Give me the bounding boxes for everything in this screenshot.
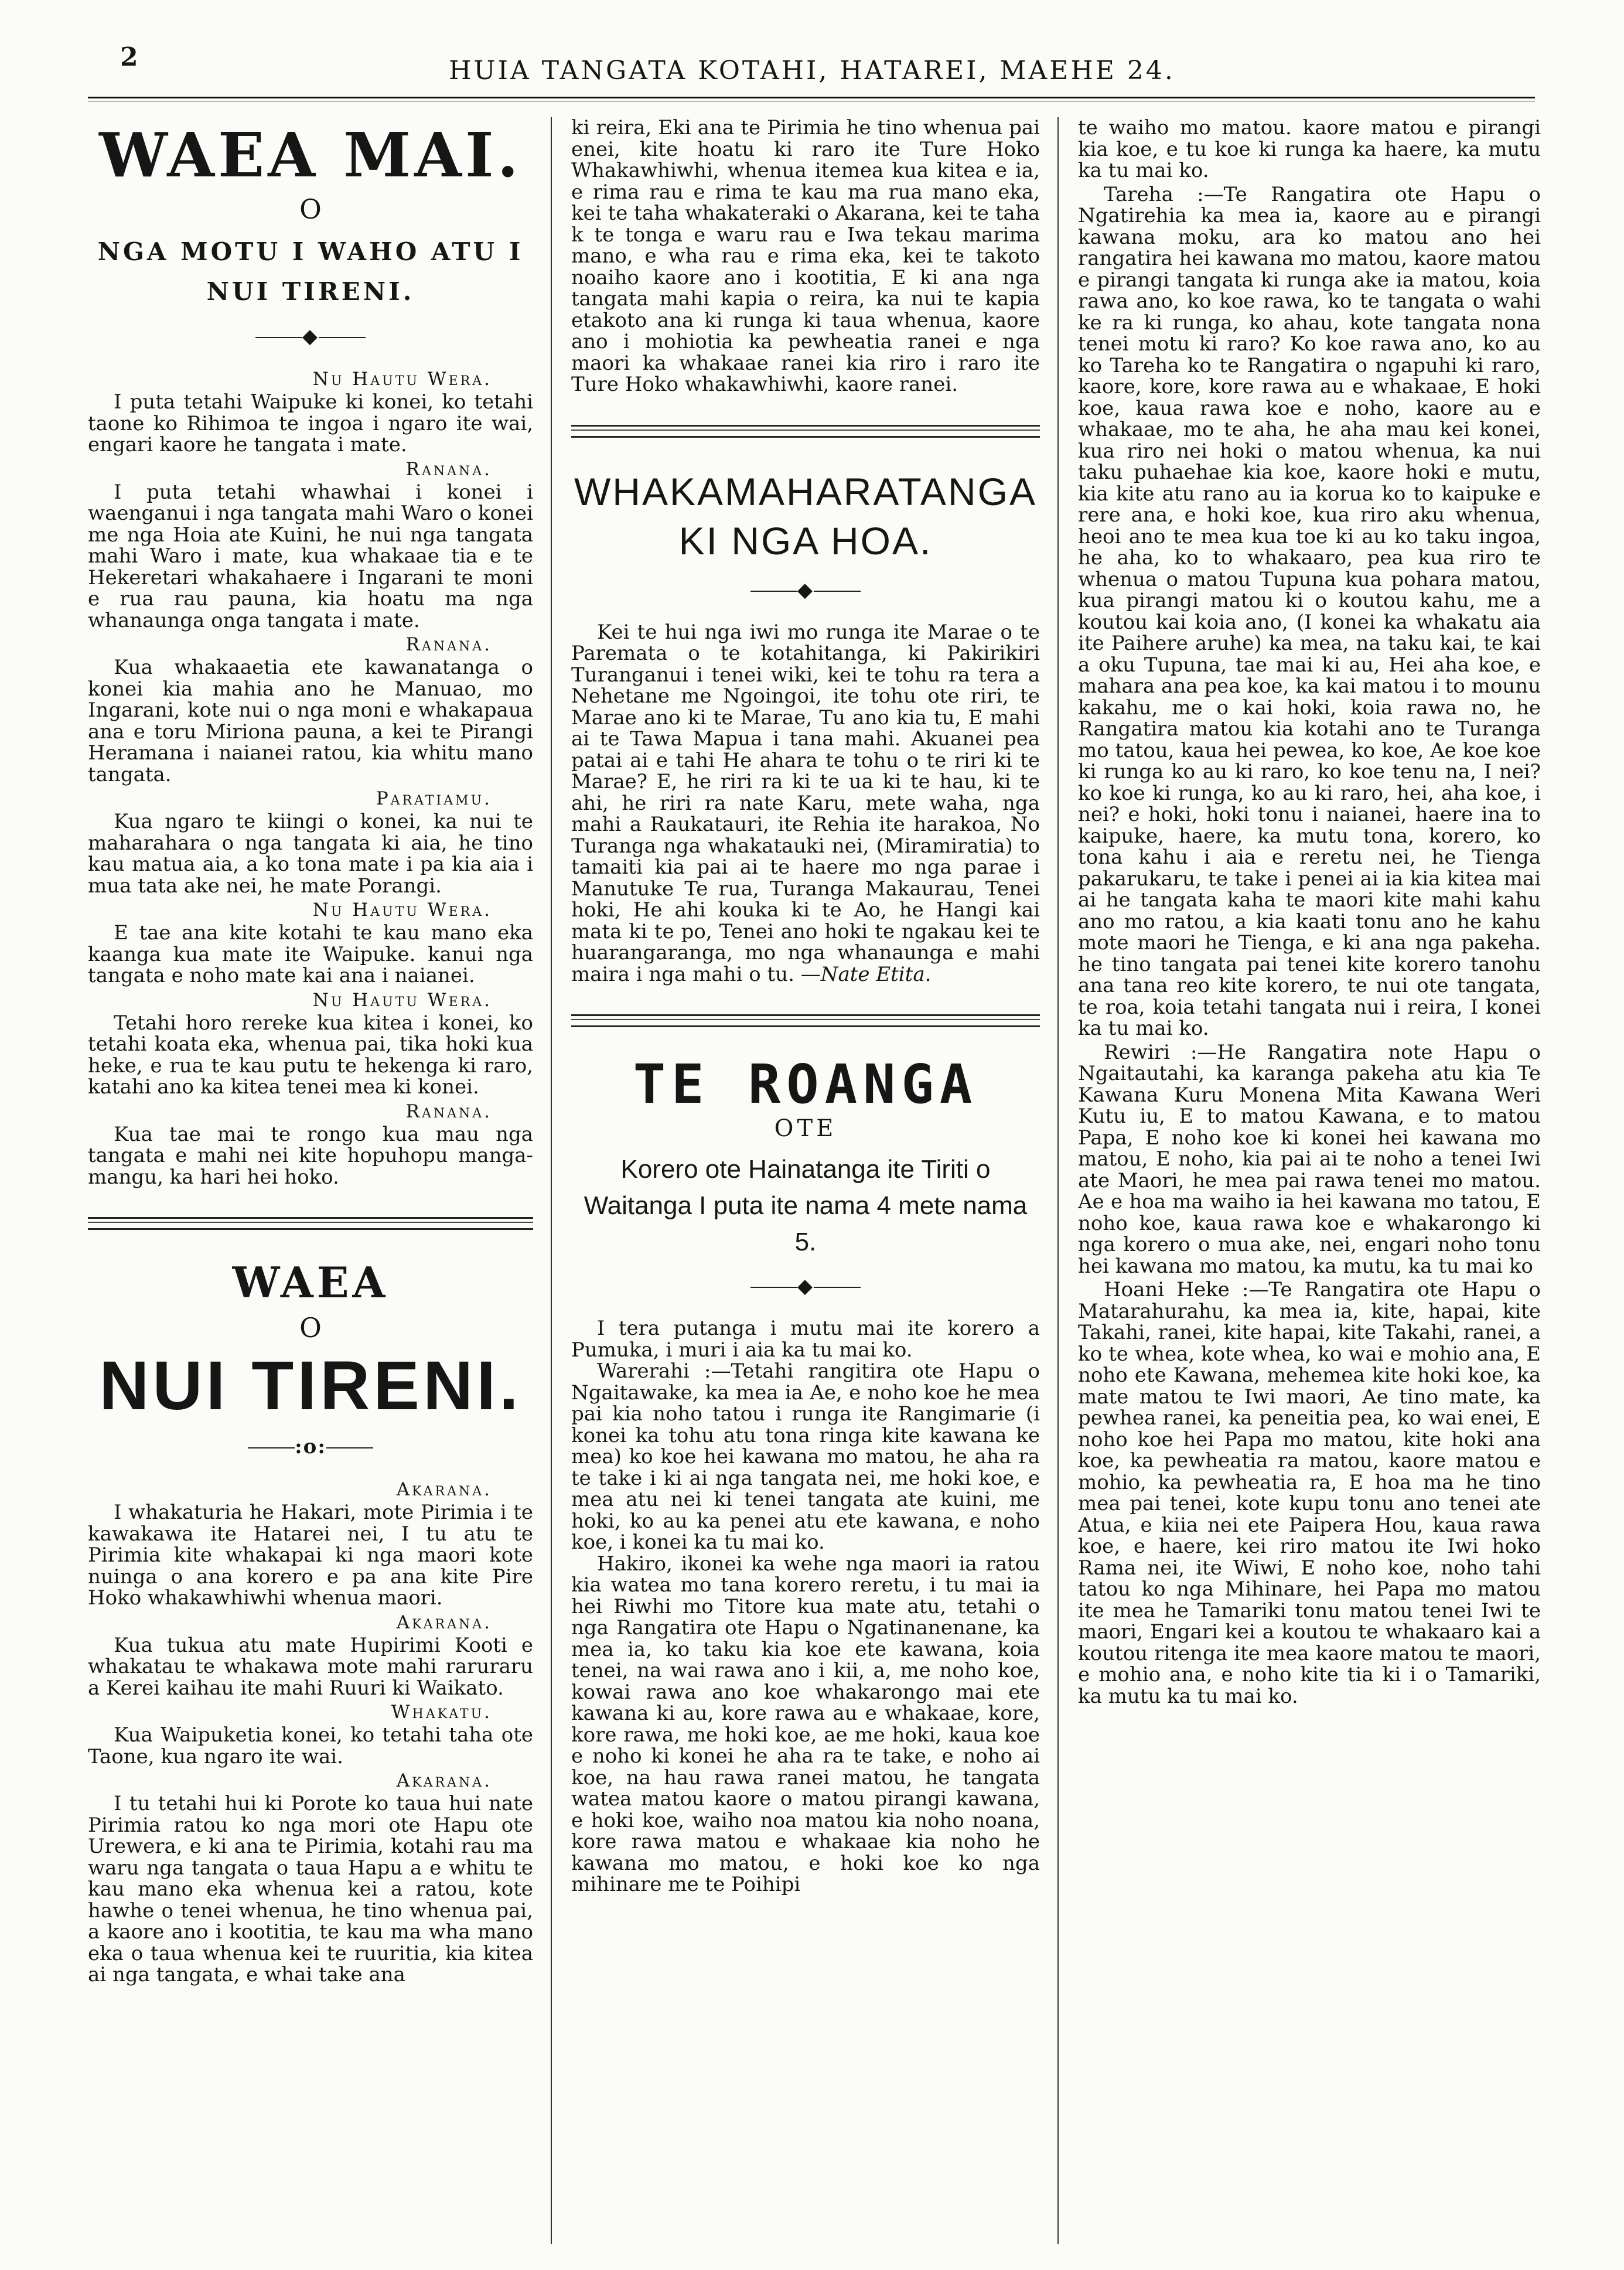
notice-text bbox=[571, 622, 1040, 986]
headline-o: O bbox=[299, 193, 322, 225]
column-rule bbox=[551, 117, 552, 2244]
news-items bbox=[88, 368, 533, 1188]
headline-te-roanga: TE ROANGA bbox=[633, 1053, 978, 1116]
news-paragraph: I whakaturia he Hakari, mote Pirimia i te kawakawa ite Hatarei nei, I tu atu te Pirimia kite whakapai ki nga maori kote nuinga o ana korero e pa ana kite Pire Hoko whakawhiwhi whenua maori. bbox=[88, 1501, 533, 1610]
ornament-divider: ◆ bbox=[88, 325, 533, 348]
column-3 bbox=[1078, 117, 1541, 2250]
dateline: Nu Hautu Wera. bbox=[312, 989, 492, 1011]
ornament-divider: ◆ bbox=[571, 578, 1040, 602]
subheadline: NGA MOTU I WAHO ATU I NUI TIRENI. bbox=[97, 237, 524, 306]
dateline: Akarana. bbox=[396, 1611, 492, 1633]
notice-body: Kei te hui nga iwi mo runga ite Marae o te Paremata o te kotahitanga, ki Pakirikiri Turanganui i tenei wiki, kei te tohu ra tera a Nehetane me Ngoingoi, ite tohu ote riri, te Marae ano ki te Marae, Tu ano kia tu, E mahi ai te Tawa Mapua i tana mahi. Akuanei pea patai ai e tahi He ahara te tohu o te riri ki te Marae? E, he riri ra ki te ua ki te hau, ki te ahi, he riri ra nate Karu, mete waha, nga mahi a Raukatauri, ite Rehia ite harakoa, No Turanga nga whakatauki nei, (Miramiratia) to tamaiti kia pai ai te haere mo nga parae i Manutuke Te rua, Turanga Makaurau, Tenei hoki, He ahi kouka ki te Ao, he Hangi kai mata ki te po, Tenei ano hoki te ngakau kei te huarangaranga, mo nga whanaunga e mahi maira i nga mahi o tu. bbox=[571, 620, 1040, 986]
dateline: Ranana. bbox=[405, 1100, 492, 1122]
dateline: Whakatu. bbox=[391, 1702, 492, 1723]
header-rule bbox=[88, 97, 1535, 98]
news-paragraph: Kua whakaaetia ete kawanatanga o konei kia mahia ano he Manuao, mo Ingarani, kote nui o nga moni e whakapaua ana e toru Miriona pauna, a kei te Pirangi Heramana i naianei ratou, kia whitu mano tangata. bbox=[88, 656, 533, 786]
speech-paragraph: Hoani Heke :—Te Rangatira ote Hapu o Matarahurahu, ka mea ia, kite, hapai, kite Takahi, ranei, kite hapai, kite Takahi, ranei, a ko te whea, kote whea, ko wai e mohio ana, E noho ete Kawana, mehemea kite hoki koe, ka mate matou te Iwi maori, Ae tino mate, ka pewhea ranei, ka peneitia pea, ko wai enei, E noho koe hei Papa mo matou, kite hoki ana koe, ka pewheatia ra matou, kaore matou e mohio, ka pewheatia ra, E hoa ma he tino mea pai tenei, kote kupu tonu ano tenei ate Atua, e kiia nei ete Paipera Hou, kaua rawa koe, e haere, kei riro matou ite Iwi hoko Rama nei, ite Wiwi, E noho koe, noho tahi tatou ko nga Mihinare, hei Papa mo matou ite mea he Tamariki tonu matou tenei Iwi te maori, Engari kei a koutou te whakaaro kai a koutou ritenga ite mea kaore matou te maori, e mohio ana, e noho kite tia ki i o Tamariki, ka mutu ka tu mai ko. bbox=[1078, 1278, 1541, 1708]
headline-nui-tireni: NUI TIRENI. bbox=[99, 1347, 522, 1424]
news-items bbox=[88, 1478, 533, 1986]
news-paragraph: Kua ngaro te kiingi o konei, ka nui te maharahara o nga tangata ki aia, he tino kau matua aia, a ko tona mate i pa kia aia i mua tata ake nei, he mate Porangi. bbox=[88, 810, 533, 898]
headline-ote: OTE bbox=[774, 1115, 837, 1142]
news-paragraph: Kua Waipuketia konei, ko tetahi taha ote Taone, kua ngaro ite wai. bbox=[88, 1723, 533, 1768]
headline-o: O bbox=[299, 1312, 322, 1344]
running-head: HUIA TANGATA KOTAHI, HATAREI, MAEHE 24. bbox=[449, 56, 1175, 86]
section-divider bbox=[88, 1217, 533, 1230]
speech-paragraph: te waiho mo matou. kaore matou e pirangi kia koe, e tu koe ki runga ka haere, ka mutu ka tu mai ko. bbox=[1078, 117, 1541, 182]
continued-article: ki reira, Eki ana te Pirimia he tino whenua pai enei, kite hoatu ki raro ite Ture Hoko Whakawhiwhi, whenua itemea kua kitea e ia, e rima rau e rima te kau ma rua mano eka, kei te taha whakateraki o Akarana, kei te taha k te tonga e waru rau e Iwa tekau marima mano, e wha rau e rima eka, kei te takoto noaiho kaore ano i kootitia, E ki ana nga tangata mahi kapia o reira, ka nui te kapia etakoto ana ki runga ki taua whenua, kaore ano i mohiotia ka pewheatia ranei e nga maori ka whakaae ranei kia riro i raro ite Ture Hoko whakawhiwhi, kaore ranei. bbox=[571, 117, 1040, 396]
dateline: Nu Hautu Wera. bbox=[312, 369, 492, 390]
roanga-intro: I tera putanga i mutu mai ite korero a Pumuka, i muri i aia ka tu mai ko. bbox=[571, 1317, 1040, 1362]
news-paragraph: Kua tukua atu mate Hupirimi Kooti e whakatau te whakawa mote mahi raruraru a Kerei kaihau ite mahi Ruuri ki Waikato. bbox=[88, 1633, 533, 1700]
section-divider bbox=[571, 1014, 1040, 1027]
column-rule bbox=[1057, 117, 1059, 2244]
speech-paragraph: Hakiro, ikonei ka wehe nga maori ia ratou kia watea mo tana korero reretu, i tu mai ia hei Riwhi mo Titore kua mate atu, tetahi o nga Rangatira ote Hapu o Ngatinanenane, ka mea ia, ko taku kia koe ete kawana, koia tenei, na wai rawa ano i kii, a, me noho koe, kowai rawa ano koe whakarongo mai ete kawana ki au, kore rawa au e whakaae, kore, kore rawa, me hoki koe, ae me hoki, kaua koe e noho ki konei he aha ra te take, e noho ai koe, na hau rawa ranei matou, he tangata watea matou kaore o matou pirangi kawana, e hoki koe, waiho noa matou kia noho noana, kore rawa matou e whakaae kia noho he kawana mo matou, e hoki koe ko nga mihinare me te Poihipi bbox=[571, 1552, 1040, 1896]
speech-paragraphs bbox=[1078, 117, 1541, 1707]
dateline: Ranana. bbox=[405, 458, 492, 480]
speech-paragraph: Warerahi :—Tetahi rangitira ote Hapu o Ngaitawake, ka mea ia Ae, e noho koe he mea pai kia noho tatou i runga ite Rangimarie (i konei ka tohu atu tona ringa kite kawana ke mea) ko koe hei kawana mo matou, he aha ra te take i ki ai nga tangata nei, me hoki koe, e mea atu nei ki tenei tangata ate kuini, me hoki, ko au ka penei atu ete kawana, e noho koe, i konei ka tu mai ko. bbox=[571, 1359, 1040, 1554]
page-number: 2 bbox=[120, 42, 138, 72]
dateline: Ranana. bbox=[405, 634, 492, 655]
news-paragraph: Tetahi horo rereke kua kitea i konei, ko tetahi koata eka, whenua pai, tika hoki kua heke, e rua te kau putu te hekenga ki raro, katahi ano ka kitea tenei mea ki konei. bbox=[88, 1011, 533, 1099]
news-paragraph: I puta tetahi whawhai i konei i waenganui i nga tangata mahi Waro o konei me nga Hoia ate Kuini, he nui nga tangata mahi Waro i mate, kua whakaae tia e te Hekeretari whakahaere i Ingarani te moni e rua rau pauna, kia hoatu ma nga whanaunga onga tangata i mate. bbox=[88, 480, 533, 632]
dateline: Akarana. bbox=[396, 1770, 492, 1791]
ornament-divider: ◆ bbox=[571, 1274, 1040, 1298]
page-header bbox=[0, 29, 1624, 94]
news-paragraph: E tae ana kite kotahi te kau mano eka kaanga kua mate ite Waipuke. kanui nga tangata e noho mate kai ana i naianei. bbox=[88, 921, 533, 987]
subheadline-tiriti: Korero ote Hainatanga ite Tiriti o Waitanga I puta ite nama 4 mete nama 5. bbox=[584, 1155, 1028, 1256]
column-2 bbox=[571, 117, 1040, 2250]
news-paragraph: I puta tetahi Waipuke ki konei, ko tetahi taone ko Rihimoa te ingoa i ngaro ite wai, engari kaore he tangata i mate. bbox=[88, 390, 533, 456]
speech-paragraph: Tareha :—Te Rangatira ote Hapu o Ngatirehia ka mea ia, kaore au e pirangi kawana moku, ara ko matou ano hei rangatira hei kawana mo matou, kaore matou e pirangi tangata ki runga ake ia matou, koia rawa ano, ko koe rawa, ko te tangata o wahi ke ra ki runga, ko ahau, kote tangata nona tenei motu ki raro? Ko koe rawa ano, ko au ko Tareha ko te Rangatira o ngapuhi ki raro, kaore, kore, kore rawa au e whakaae, E hoki koe, kaua rawa koe e noho, kaore au e whakaae, mo te aha, he aha mau kei konei, kua riro nei hoki o matou whenua, ka nui taku puhaehae kia koe, kaore hoki e mutu, kia kite atu rano au ia korua ko to kaipuke e rere ana, e hoki koe, kua riro aku whenua, heoi ano te mea kua toe ki au ko taku ingoa, he aha, ko to whakaaro, pea kua riro te whenua o matou Tupuna kua pohara matou, kua pirangi matou ki o koutou kahu, me a koutou kai koia ano, (I konei ka whakatu aia ite Paihere aruhe) ka mea, na taku kai, te kai a oku Tupuna, tae mai ki au, Hei aha koe, e mahara ana pea koe, ka kai matou i to mounu kakahu, me o kai hoki, koia rawa no, he Rangatira matou kia kotahi ano te Turanga mo tatou, kaua hei pewea, ko koe, Ae koe koe ki runga ko au ki raro, ko koe tenu na, I nei? ko koe ki runga, ko au ki raro, hei, aha koe, i nei? e hoki, hoki tonu i naianei, haere ina to kaipuke, haere, ka mutu tona, korero, ko tona kahu i aia e reretu nei, he Tienga pakarukaru, te take i penei ai ia kia kitea mai ai he tangata kaha te maori kite mahi kahu ano mo ratou, a kia kaati tonu ano he kahu mote maori he Tienga, e ki ana nga pakeha. he tino tangata pai tenei kite korero tanohu ana tana reo kite korero, te nui ote tangata, te roa, koia tetahi tangata nui i reira, I konei ka tu mai ko. bbox=[1078, 182, 1541, 1040]
news-paragraph: I tu tetahi hui ki Porote ko taua hui nate Pirimia ratou ko nga mori ote Hapu ote Urewera, e ki ana te Pirimia, kotahi rau ma waru nga tangata o taua Hapu a e whitu te kau mano eka whenua kei a ratou, kote hawhe o tenei whenua, he tino whenua pai, a kaore ano i kootitia, te kau ma wha mano eka o taua whenua kei te ruuritia, kia kitea ai nga tangata, e whai take ana bbox=[88, 1792, 533, 1986]
section-divider bbox=[571, 425, 1040, 438]
headline-waea-mai: WAEA MAI. bbox=[99, 119, 522, 191]
ornament-text: :o: bbox=[295, 1435, 326, 1458]
news-paragraph: Kua tae mai te rongo kua mau nga tangata e mahi nei kite hopuhopu manga-mangu, ka hari hei hoko. bbox=[88, 1122, 533, 1189]
column-1 bbox=[88, 117, 533, 2250]
dateline: Paratiamu. bbox=[376, 788, 492, 809]
headline-whakamaharatanga: WHAKAMAHARATANGA KI NGA HOA. bbox=[574, 469, 1037, 563]
headline-waea: WAEA bbox=[232, 1257, 389, 1307]
ornament-divider bbox=[88, 1435, 533, 1458]
roanga-paragraphs bbox=[571, 1361, 1040, 1896]
dateline: Akarana. bbox=[396, 1479, 492, 1500]
notice-signature: —Nate Etita. bbox=[800, 962, 932, 986]
speech-paragraph: Rewiri :—He Rangatira note Hapu o Ngaitautahi, ka karanga pakeha atu kia Te Kawana Kuru Monena Mita Kawana Weri Kutu iu, E to matou Kawana, e to matou Papa, E noho koe ki konei hei kawana mo matou, E noho, kia pai ai te noho a tenei Iwi ate Maori, he mea pai rawa tenei mo matou. Ae e hoa ma waiho ia hei kawana mo tatou, E noho koe, kaua rawa koe e whakarongo ki nga korero o mua ake, nei, engari noho tonu hei kawana mo matou, ka mutu, ka tu mai ko bbox=[1078, 1040, 1541, 1278]
dateline: Nu Hautu Wera. bbox=[312, 899, 492, 921]
